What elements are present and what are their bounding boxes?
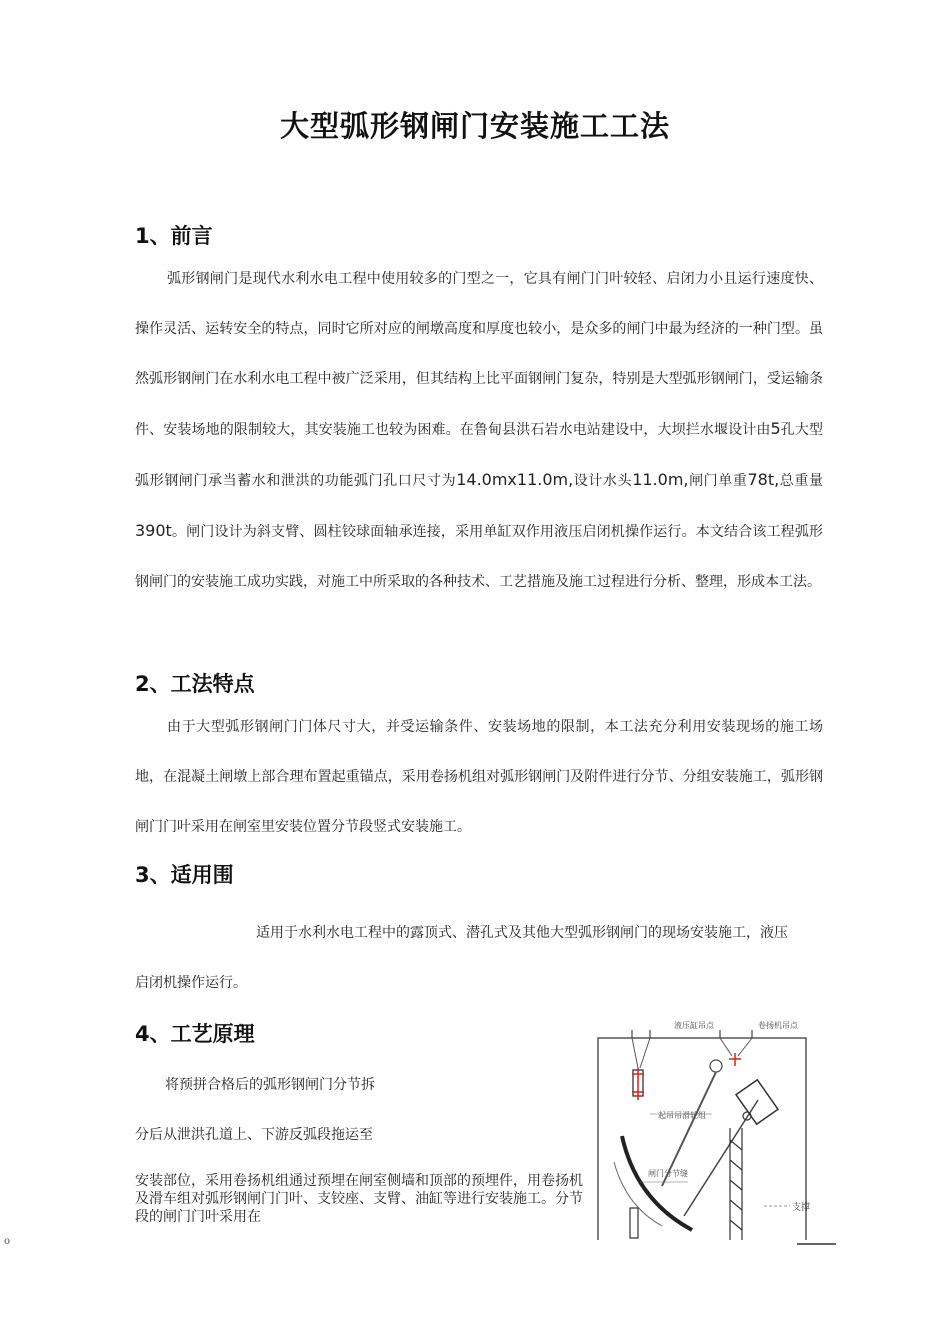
preface-text-5: 总重量 xyxy=(779,473,824,489)
section-heading-preface: 1、前言 xyxy=(135,224,213,248)
section-heading-principle: 4、工艺原理 xyxy=(135,1022,255,1046)
scaffold-ladder xyxy=(730,1128,742,1240)
section-heading-features: 2、工法特点 xyxy=(135,672,255,696)
preface-text-3: 设计水头 xyxy=(573,473,633,489)
chamber-frame xyxy=(598,1038,806,1240)
label-hoist-point-right: 卷扬机吊点 xyxy=(758,1021,798,1030)
preface-paragraph xyxy=(135,254,823,607)
principle-line-1: 将预拼合格后的弧形钢闸门分节拆 xyxy=(165,1077,375,1093)
design-head: 11.0m, xyxy=(632,470,689,489)
gate-leaf-arc xyxy=(622,1136,692,1230)
scope-line-1: 适用于水利水电工程中的露顶式、潜孔式及其他大型弧形钢闸门的现场安装施工，液压 xyxy=(256,925,788,941)
page-mark: o xyxy=(4,1236,11,1247)
features-paragraph: 由于大型弧形钢闸门门体尺寸大，并受运输条件、安装场地的限制，本工法充分利用安装现场的施工场地，在混凝土闸墩上部合理布置起重锚点，采用卷扬机组对弧形钢闸门及附件进行分节、分组安装施工，弧形钢闸门门叶采用在闸室里安装位置分节段竖式安装施工。 xyxy=(135,719,823,835)
label-segment-seam: 闸门分节缝 xyxy=(648,1169,688,1178)
scope-line-2: 启闭机操作运行。 xyxy=(135,975,247,991)
section-heading-scope: 3、适用围 xyxy=(135,863,234,887)
principle-paragraph: 安装部位，采用卷扬机组通过预埋在闸室侧墙和顶部的预埋件，用卷扬机及滑车组对弧形钢闸门门叶、支铰座、支臂、油缸等进行安装施工。分节段的闸门门叶采用在 xyxy=(135,1173,583,1225)
preface-text-6: 。闸门设计为斜支臂、圆柱铰球面轴承连接，采用单缸双作用液压启闭机操作运行。本文结合该工程弧形钢闸门的安装施工成功实践，对施工中所采取的各种技术、工艺措施及施工过程进行分析、整理，形成本工法。 xyxy=(135,524,823,590)
preface-text-4: 闸门单重 xyxy=(688,473,748,489)
top-anchors xyxy=(632,1030,752,1038)
gate-total-weight: 390t xyxy=(135,521,172,540)
preface-text-1: 弧形钢闸门是现代水利水电工程中使用较多的门型之一，它具有闸门门叶较轻、启闭力小且运行速度快、操作灵活、运转安全的特点，同时它所对应的闸墩高度和厚度也较小，是众多的闸门中最为经济的一种门型。虽然弧形钢闸门在水利水电工程中被广泛采用，但其结构上比平面钢闸门复杂，特别是大型弧形钢闸门，受运输条件、安装场地的限制较大，其安装施工也较为困难。在鲁甸县洪石岩水电站建设中，大坝拦水堰设计由 xyxy=(135,271,823,438)
trunnion-circle xyxy=(710,1060,722,1072)
gate-installation-diagram xyxy=(592,1016,842,1248)
label-support: 支撑 xyxy=(792,1203,811,1213)
page-title: 大型弧形钢闸门安装施工工法 xyxy=(279,109,670,143)
label-hoist-point-left: 液压缸吊点 xyxy=(674,1021,714,1030)
gate-unit-weight: 78t, xyxy=(747,470,780,489)
hoist-ropes xyxy=(632,1038,752,1068)
gate-count: 5 xyxy=(770,419,781,438)
preface-text-2: 孔大型弧形钢闸门承当蓄水和泄洪的功能弧门孔口尺寸为 xyxy=(135,422,824,489)
gate-size: 14.0mx11.0m, xyxy=(456,470,574,489)
principle-line-2: 分后从泄洪孔道上、下游反弧段拖运至 xyxy=(135,1127,373,1143)
bottom-posts xyxy=(630,1208,638,1238)
label-lifting-pulley: 起吊吊滑轮组 xyxy=(658,1111,706,1120)
red-marks xyxy=(632,1053,741,1100)
